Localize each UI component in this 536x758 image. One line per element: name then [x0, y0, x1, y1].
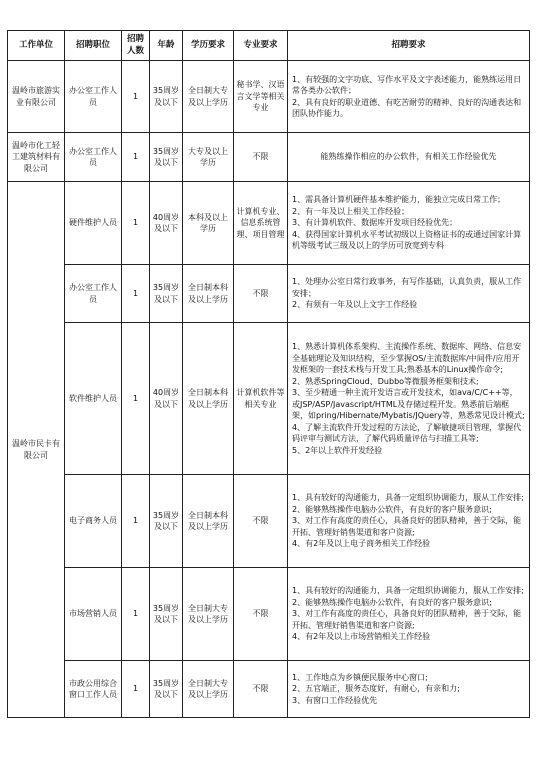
- position-cell: 软件维护人员: [65, 323, 122, 475]
- count-cell: 1: [122, 323, 150, 475]
- major-cell: 计算机软件等相关专业: [234, 323, 288, 475]
- requirement-line: 2、有一年及以上相关工作经验；: [292, 206, 410, 216]
- count-cell: 1: [122, 61, 150, 133]
- table-row: [8, 61, 530, 133]
- education-cell: 大专及以上学历: [183, 133, 234, 182]
- header-age: 年龄: [150, 31, 183, 61]
- requirement-line: 2、能够熟练操作电脑办公软件，有良好的客户服务意识;: [292, 504, 492, 514]
- education-cell: 全日制大专及以上学历: [183, 568, 234, 661]
- requirement-line: 4、有2年及以上市场营销相关工作经验: [292, 632, 431, 642]
- requirement-line: 1、具有较好的沟通能力，具备一定组织协调能力，服从工作安排;: [292, 586, 524, 596]
- header-unit: 工作单位: [8, 31, 65, 61]
- requirements-cell: [288, 323, 530, 475]
- requirements-cell: [288, 265, 530, 323]
- header-education: 学历要求: [183, 31, 234, 61]
- table-row: [8, 323, 530, 475]
- position-cell: 硬件维护人员: [65, 182, 122, 265]
- requirement-line: 3、至少精通一种主流开发语言或开发技术，如ava/C/C++等，或JSP/ASP/Javascript/HTML及存储过程开发。熟悉前后端框架，如pring/Hibernate/Mybatis/JQuery等，熟悉常见设计模式;: [292, 388, 525, 420]
- position-cell: 办公室工作人员: [65, 265, 122, 323]
- requirement-line: 3、有窗口工作经验优先: [292, 695, 378, 705]
- count-cell: 1: [122, 265, 150, 323]
- requirement-line: 5、2年以上软件开发经验: [292, 445, 383, 455]
- position-cell: 办公室工作人员: [65, 133, 122, 182]
- major-cell: 不限: [234, 265, 288, 323]
- header-count: 招聘人数: [122, 31, 150, 61]
- count-cell: 1: [122, 475, 150, 568]
- major-cell: 不限: [234, 661, 288, 718]
- requirements-cell: [288, 568, 530, 661]
- age-cell: 35周岁及以下: [150, 661, 183, 718]
- table-row: [8, 661, 530, 718]
- requirement-line: 3、对工作有高度的责任心，具备良好的团队精神，善于交际，能开拓、管理好销售渠道和客户资源;: [292, 609, 522, 630]
- major-cell: 计算机专业、信息系统管理、项目管理: [234, 182, 288, 265]
- position-cell: 电子商务人员: [65, 475, 122, 568]
- age-cell: 35周岁及以下: [150, 475, 183, 568]
- major-cell: 不限: [234, 568, 288, 661]
- age-cell: 35周岁及以下: [150, 133, 183, 182]
- requirement-line: 1、有较强的文字功底、写作水平及文字表述能力，能熟练运用日常各类办公软件；: [292, 74, 522, 95]
- unit-cell: 温岭市化工轻工建筑材料有限公司: [8, 133, 65, 182]
- requirement-line: 1、熟悉计算机体系架构、主流操作系统、数据库、网络、信息安全基础理论及知识结构，至少掌握OS/主流数据库/中间件/应用开发框架的一套技术栈与开发工具;熟悉基本的Linux操作命令;: [292, 342, 522, 374]
- major-cell: 不限: [234, 475, 288, 568]
- age-cell: 35周岁及以下: [150, 568, 183, 661]
- header-major: 专业要求: [234, 31, 288, 61]
- major-cell: 不限: [234, 133, 288, 182]
- requirements-cell: [288, 61, 530, 133]
- count-cell: 1: [122, 182, 150, 265]
- age-cell: 40周岁及以下: [150, 182, 183, 265]
- age-cell: 40周岁及以下: [150, 323, 183, 475]
- education-cell: 本科及以上学历: [183, 182, 234, 265]
- education-cell: 全日制大专及以上学历: [183, 61, 234, 133]
- table-row: [8, 265, 530, 323]
- requirement-line: 1、处理办公室日常行政事务，有写作基础，认真负责，服从工作安排；: [292, 277, 522, 298]
- position-cell: 办公室工作人员: [65, 61, 122, 133]
- count-cell: 1: [122, 661, 150, 718]
- header-requirements: 招聘要求: [288, 31, 530, 61]
- requirement-line: 3、对工作有高度的责任心，具备良好的团队精神，善于交际，能开拓、管理好销售渠道和客户资源;: [292, 516, 522, 537]
- header-position: 招聘职位: [65, 31, 122, 61]
- age-cell: 35周岁及以下: [150, 265, 183, 323]
- requirements-cell: [288, 182, 530, 265]
- table-row: [8, 182, 530, 265]
- recruitment-table: [7, 30, 530, 718]
- education-cell: 全日制大专及以上学历: [183, 661, 234, 718]
- requirement-line: 2、五官端正，服务态度好，有耐心，有亲和力;: [292, 684, 460, 694]
- table-row: [8, 568, 530, 661]
- table-header-row: [8, 31, 530, 61]
- position-cell: 市政公用综合窗口工作人员: [65, 661, 122, 718]
- education-cell: 全日制本科及以上学历: [183, 323, 234, 475]
- requirements-cell: [288, 661, 530, 718]
- requirement-line: 2、具有良好的职业道德、有吃苦耐劳的精神、良好的沟通表达和团队协作能力。: [292, 97, 522, 118]
- count-cell: 1: [122, 133, 150, 182]
- requirement-line: 能熟练操作相应的办公软件，有相关工作经验优先: [320, 152, 497, 162]
- requirement-line: 4、获得国家计算机水平考试初级以上资格证书的或通过国家计算机等级考试三级及以上的学历可放宽到专科: [292, 229, 522, 251]
- major-cell: 秘书学、汉语言文学等相关专业: [234, 61, 288, 133]
- unit-cell: 温岭市旅游实业有限公司: [8, 61, 65, 133]
- requirement-line: 2、能够熟练操作电脑办公软件，有良好的客户服务意识;: [292, 597, 492, 607]
- requirement-line: 1、需具备计算机硬件基本维护能力，能独立完成日常工作；: [292, 195, 506, 205]
- table-row: [8, 475, 530, 568]
- requirement-line: 1、具有较好的沟通能力，具备一定组织协调能力，服从工作安排;: [292, 493, 524, 503]
- requirements-cell: [288, 475, 530, 568]
- count-cell: 1: [122, 568, 150, 661]
- requirement-line: 4、有2年及以上电子商务相关工作经验: [292, 539, 431, 549]
- position-cell: 市场营销人员: [65, 568, 122, 661]
- requirement-line: 4、了解主流软件开发过程的方法论，了解敏捷项目管理，掌握代码评审与测试方法，了解代码质量评估与扫描工具等;: [292, 422, 522, 443]
- requirement-line: 2、有须有一年及以上文字工作经验: [292, 300, 418, 310]
- requirement-line: 1、工作地点为乡镇便民服务中心窗口;: [292, 672, 428, 682]
- requirements-cell: [288, 133, 530, 182]
- education-cell: 全日制本科及以上学历: [183, 475, 234, 568]
- requirement-line: 3、有计算机软件、数据库开发项目经验优先；: [292, 218, 458, 228]
- age-cell: 35周岁及以下: [150, 61, 183, 133]
- education-cell: 全日制本科及以上学历: [183, 265, 234, 323]
- table-row: [8, 133, 530, 182]
- unit-cell: 温岭市民卡有限公司: [8, 182, 65, 718]
- requirement-line: 2、熟悉SpringCloud、Dubbo等微服务框架和技术;: [292, 376, 479, 386]
